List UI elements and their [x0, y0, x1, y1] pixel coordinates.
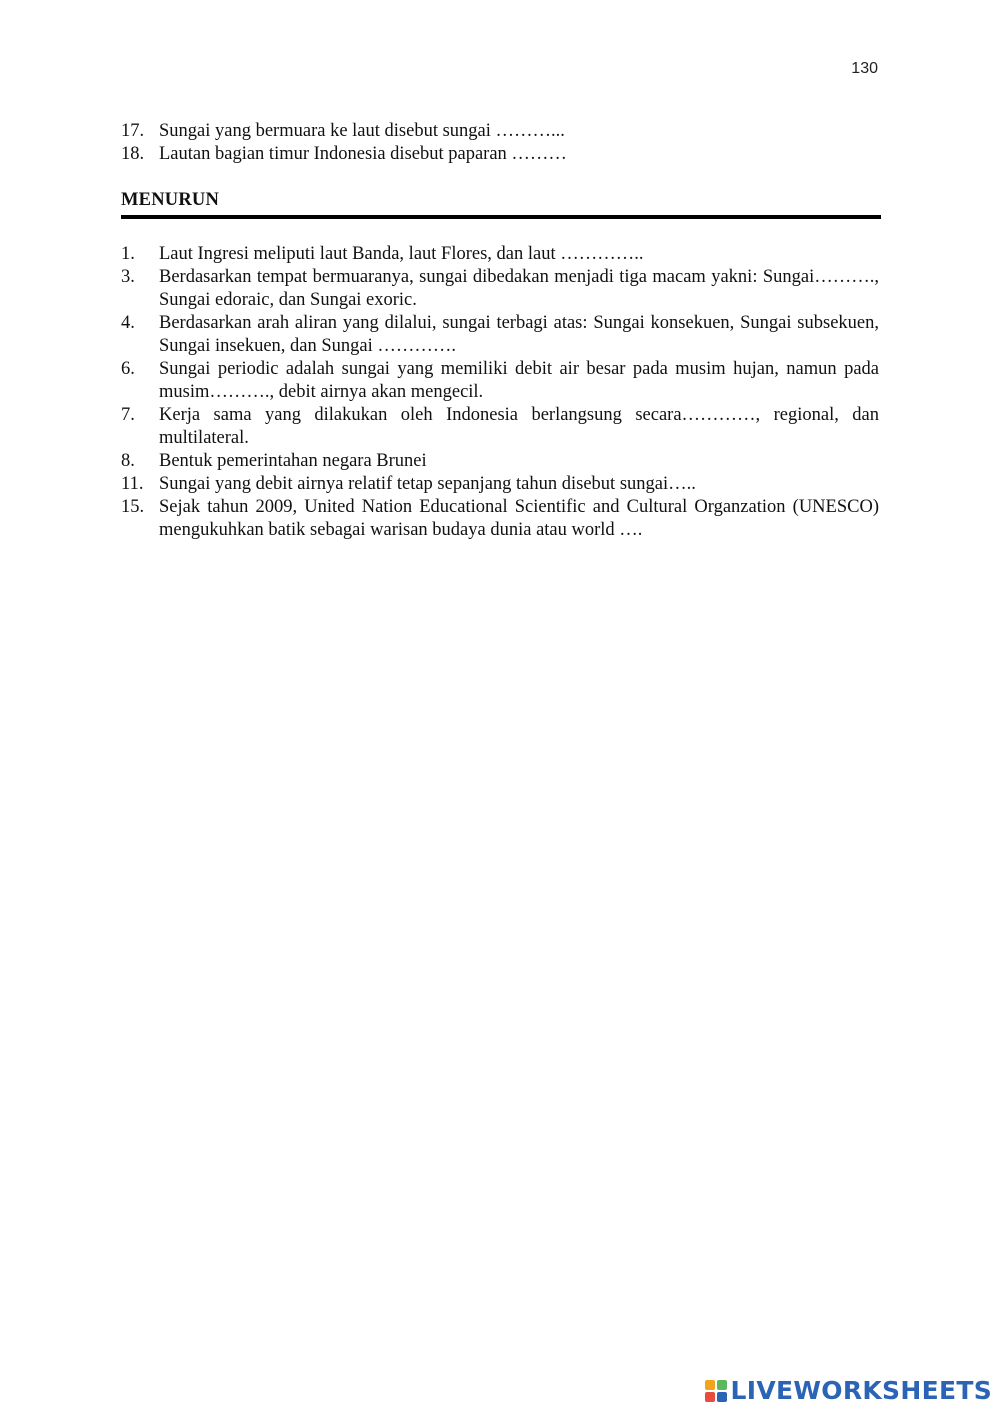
menurun-heading: MENURUN [121, 190, 220, 210]
question-item [121, 358, 879, 404]
liveworksheets-logo-icon [705, 1380, 727, 1402]
question-item [121, 496, 879, 542]
menurun-question-list [121, 243, 879, 542]
logo-square-1 [705, 1380, 715, 1390]
logo-square-4 [717, 1392, 727, 1402]
question-text: Kerja sama yang dilakukan oleh Indonesia berlangsung secara…………, regional, dan multilateral. [159, 405, 879, 448]
question-item [121, 120, 879, 143]
question-number: 3. [121, 267, 135, 287]
question-item [121, 404, 879, 450]
question-item [121, 266, 879, 312]
question-text: Berdasarkan tempat bermuaranya, sungai dibedakan menjadi tiga macam yakni: Sungai………., Sungai edoraic, dan Sungai exoric. [159, 267, 879, 310]
question-item [121, 143, 879, 166]
question-number: 7. [121, 405, 135, 425]
question-item [121, 243, 879, 266]
question-text: Laut Ingresi meliputi laut Banda, laut Flores, dan laut ………….. [159, 244, 644, 264]
section-divider [121, 215, 881, 219]
question-item [121, 473, 879, 496]
question-text: Sungai yang debit airnya relatif tetap sepanjang tahun disebut sungai….. [159, 474, 696, 494]
logo-square-3 [705, 1392, 715, 1402]
question-number: 1. [121, 244, 135, 264]
page-number: 130 [851, 60, 878, 77]
question-item [121, 312, 879, 358]
question-text: Lautan bagian timur Indonesia disebut paparan ……… [159, 144, 567, 164]
question-number: 4. [121, 313, 135, 333]
liveworksheets-wordmark: LIVEWORKSHEETS [730, 1376, 992, 1405]
logo-square-2 [717, 1380, 727, 1390]
mendatar-question-list [121, 120, 879, 166]
question-number: 6. [121, 359, 135, 379]
question-number: 15. [121, 497, 145, 517]
question-number: 17. [121, 121, 145, 141]
question-text: Berdasarkan arah aliran yang dilalui, sungai terbagi atas: Sungai konsekuen, Sungai subsekuen, Sungai insekuen, dan Sungai …………. [159, 313, 879, 356]
liveworksheets-brand [705, 1376, 992, 1405]
question-text: Sejak tahun 2009, United Nation Educational Scientific and Cultural Organzation (UNESCO) mengukuhkan batik sebagai warisan budaya dunia atau world …. [159, 497, 879, 540]
question-item [121, 450, 879, 473]
question-number: 18. [121, 144, 145, 164]
question-number: 8. [121, 451, 135, 471]
question-text: Sungai yang bermuara ke laut disebut sungai ………... [159, 121, 565, 141]
question-text: Bentuk pemerintahan negara Brunei [159, 451, 427, 471]
question-number: 11. [121, 474, 144, 494]
question-text: Sungai periodic adalah sungai yang memiliki debit air besar pada musim hujan, namun pada musim………., debit airnya akan mengecil. [159, 359, 879, 402]
